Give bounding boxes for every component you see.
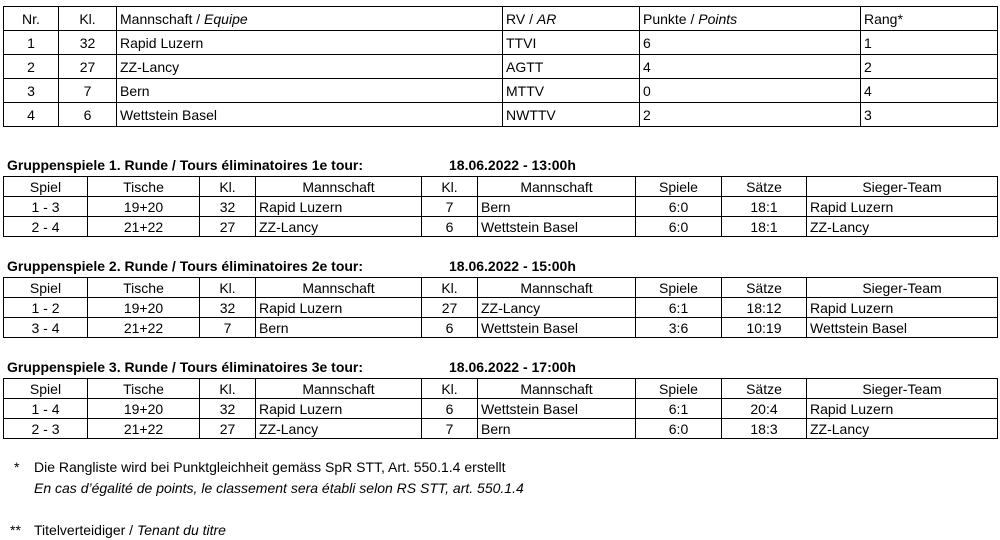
cell-kl: 27	[422, 298, 478, 318]
cell-tische: 19+20	[88, 197, 200, 217]
match-row	[4, 217, 998, 237]
cell-saetze: 18:12	[722, 298, 807, 318]
cell-rank: 4	[861, 79, 998, 103]
cell-saetze: 18:1	[722, 197, 807, 217]
cell-spiel: 2 - 3	[4, 419, 88, 439]
standings-row	[4, 31, 998, 55]
cell-team: ZZ-Lancy	[117, 55, 503, 79]
header-spiele: Spiele	[636, 177, 722, 197]
cell-team-2: Bern	[478, 197, 636, 217]
match-row	[4, 298, 998, 318]
cell-rv: TTVI	[503, 31, 640, 55]
header-rv: RV / AR	[503, 7, 640, 31]
cell-nr: 4	[4, 103, 59, 127]
cell-winner: Wettstein Basel	[807, 318, 998, 338]
cell-tische: 21+22	[88, 419, 200, 439]
header-kl: Kl.	[200, 278, 256, 298]
header-kl: Kl.	[200, 379, 256, 399]
cell-winner: Rapid Luzern	[807, 298, 998, 318]
match-row	[4, 419, 998, 439]
cell-kl: 27	[200, 419, 256, 439]
cell-team-2: Wettstein Basel	[478, 399, 636, 419]
cell-points: 4	[640, 55, 861, 79]
cell-tische: 21+22	[88, 318, 200, 338]
header-team-1: Mannschaft	[256, 278, 422, 298]
round-title-text: Gruppenspiele 3. Runde / Tours éliminatoires 3e tour:	[7, 359, 364, 375]
cell-winner: Rapid Luzern	[807, 197, 998, 217]
cell-team-1: Bern	[256, 318, 422, 338]
header-kl: Kl.	[200, 177, 256, 197]
round-3-table	[3, 378, 998, 439]
cell-team-1: Rapid Luzern	[256, 197, 422, 217]
match-row	[4, 318, 998, 338]
cell-saetze: 18:3	[722, 419, 807, 439]
cell-kl: 6	[422, 399, 478, 419]
cell-team-2: Wettstein Basel	[478, 217, 636, 237]
cell-rv: AGTT	[503, 55, 640, 79]
cell-team: Bern	[117, 79, 503, 103]
cell-kl: 32	[200, 197, 256, 217]
round-date: 18.06.2022 - 17:00h	[449, 359, 576, 375]
cell-kl: 32	[59, 31, 117, 55]
cell-team-1: ZZ-Lancy	[256, 217, 422, 237]
footnote-text: Titelverteidiger / Tenant du titre	[34, 522, 226, 538]
match-row	[4, 399, 998, 419]
cell-kl: 27	[200, 217, 256, 237]
round-date: 18.06.2022 - 15:00h	[449, 258, 576, 274]
cell-winner: ZZ-Lancy	[807, 217, 998, 237]
cell-team-2: Wettstein Basel	[478, 318, 636, 338]
header-kl: Kl.	[422, 177, 478, 197]
cell-winner: Rapid Luzern	[807, 399, 998, 419]
header-spiel: Spiel	[4, 379, 88, 399]
cell-kl: 6	[422, 318, 478, 338]
cell-tische: 19+20	[88, 399, 200, 419]
header-points: Punkte / Points	[640, 7, 861, 31]
cell-team-2: ZZ-Lancy	[478, 298, 636, 318]
round-title-text: Gruppenspiele 2. Runde / Tours éliminatoires 2e tour:	[7, 258, 364, 274]
cell-points: 2	[640, 103, 861, 127]
standings-header-row	[4, 7, 998, 31]
cell-winner: ZZ-Lancy	[807, 419, 998, 439]
header-kl: Kl.	[422, 379, 478, 399]
header-spiele: Spiele	[636, 278, 722, 298]
cell-saetze: 18:1	[722, 217, 807, 237]
cell-kl: 7	[422, 197, 478, 217]
cell-saetze: 20:4	[722, 399, 807, 419]
cell-rv: MTTV	[503, 79, 640, 103]
round-1-table	[3, 176, 998, 237]
cell-team-1: Rapid Luzern	[256, 399, 422, 419]
cell-points: 0	[640, 79, 861, 103]
header-tische: Tische	[88, 379, 200, 399]
match-row	[4, 197, 998, 217]
cell-rank: 1	[861, 31, 998, 55]
cell-spiele: 3:6	[636, 318, 722, 338]
header-kl: Kl.	[59, 7, 117, 31]
footnote-mark: *	[14, 459, 20, 475]
header-kl: Kl.	[422, 278, 478, 298]
header-spiele: Spiele	[636, 379, 722, 399]
header-spiel: Spiel	[4, 177, 88, 197]
standings-row	[4, 79, 998, 103]
header-team-1: Mannschaft	[256, 177, 422, 197]
cell-nr: 3	[4, 79, 59, 103]
match-header-row	[4, 177, 998, 197]
header-team-2: Mannschaft	[478, 379, 636, 399]
round-title-text: Gruppenspiele 1. Runde / Tours éliminatoires 1e tour:	[7, 157, 364, 173]
cell-spiel: 2 - 4	[4, 217, 88, 237]
header-tische: Tische	[88, 278, 200, 298]
cell-spiele: 6:1	[636, 298, 722, 318]
header-saetze: Sätze	[722, 278, 807, 298]
header-nr: Nr.	[4, 7, 59, 31]
standings-table	[3, 6, 998, 127]
footnote-text-fr: En cas d’égalité de points, le classement sera établi selon RS STT, art. 550.1.4	[34, 480, 524, 496]
cell-spiel: 1 - 2	[4, 298, 88, 318]
round-3-title	[7, 359, 576, 375]
cell-spiel: 1 - 3	[4, 197, 88, 217]
cell-team: Wettstein Basel	[117, 103, 503, 127]
match-header-row	[4, 278, 998, 298]
cell-kl: 27	[59, 55, 117, 79]
header-tische: Tische	[88, 177, 200, 197]
cell-spiele: 6:0	[636, 419, 722, 439]
footnote-mark: **	[10, 522, 21, 538]
cell-spiele: 6:1	[636, 399, 722, 419]
cell-team-2: Bern	[478, 419, 636, 439]
cell-nr: 1	[4, 31, 59, 55]
cell-team: Rapid Luzern	[117, 31, 503, 55]
cell-rv: NWTTV	[503, 103, 640, 127]
header-rank: Rang*	[861, 7, 998, 31]
header-team: Mannschaft / Equipe	[117, 7, 503, 31]
round-2-title	[7, 258, 576, 274]
cell-nr: 2	[4, 55, 59, 79]
header-saetze: Sätze	[722, 379, 807, 399]
header-winner: Sieger-Team	[807, 278, 998, 298]
standings-row	[4, 55, 998, 79]
footnote-text-de: Die Rangliste wird bei Punktgleichheit gemäss SpR STT, Art. 550.1.4 erstellt	[34, 459, 506, 475]
header-team-2: Mannschaft	[478, 177, 636, 197]
cell-spiele: 6:0	[636, 217, 722, 237]
header-team-2: Mannschaft	[478, 278, 636, 298]
cell-kl: 7	[422, 419, 478, 439]
cell-saetze: 10:19	[722, 318, 807, 338]
cell-rank: 2	[861, 55, 998, 79]
match-header-row	[4, 379, 998, 399]
cell-kl: 32	[200, 399, 256, 419]
cell-spiel: 1 - 4	[4, 399, 88, 419]
header-winner: Sieger-Team	[807, 379, 998, 399]
cell-tische: 19+20	[88, 298, 200, 318]
round-date: 18.06.2022 - 13:00h	[449, 157, 576, 173]
round-1-title	[7, 157, 576, 173]
header-spiel: Spiel	[4, 278, 88, 298]
cell-tische: 21+22	[88, 217, 200, 237]
cell-team-1: ZZ-Lancy	[256, 419, 422, 439]
cell-points: 6	[640, 31, 861, 55]
header-saetze: Sätze	[722, 177, 807, 197]
cell-kl: 32	[200, 298, 256, 318]
cell-rank: 3	[861, 103, 998, 127]
standings-row	[4, 103, 998, 127]
cell-team-1: Rapid Luzern	[256, 298, 422, 318]
header-team-1: Mannschaft	[256, 379, 422, 399]
cell-kl: 6	[59, 103, 117, 127]
header-winner: Sieger-Team	[807, 177, 998, 197]
cell-spiel: 3 - 4	[4, 318, 88, 338]
round-2-table	[3, 277, 998, 338]
cell-kl: 7	[59, 79, 117, 103]
cell-spiele: 6:0	[636, 197, 722, 217]
cell-kl: 6	[422, 217, 478, 237]
cell-kl: 7	[200, 318, 256, 338]
